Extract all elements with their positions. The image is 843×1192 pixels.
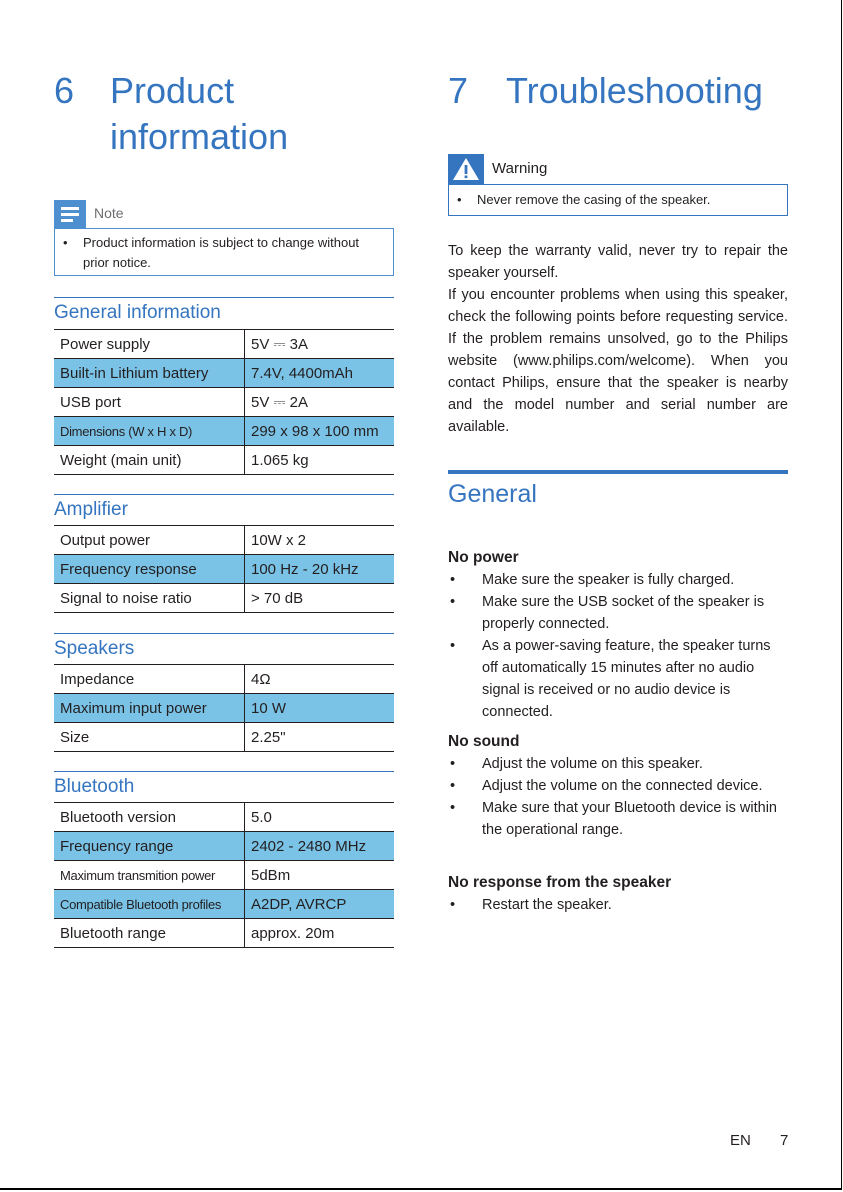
general-info-table <box>54 329 394 475</box>
list-item: • Adjust the volume on this speaker. <box>448 753 788 775</box>
note-label: Note <box>94 205 124 221</box>
note-icon <box>54 200 86 228</box>
chapter-number: 6 <box>54 70 75 111</box>
intro-paragraph: If you encounter problems when using this speaker, check the following points before requesting service. If the problem remains unsolved, go to the Philips website (www.philips.com/welcome). When you contact Philips, ensure that the speaker is nearby and the model number and serial number are available. <box>448 287 788 435</box>
warning-text: • Never remove the casing of the speaker. <box>457 192 781 207</box>
list-item: • Restart the speaker. <box>448 894 788 916</box>
table-row <box>54 919 394 948</box>
spec-value: 2.25" <box>245 723 395 752</box>
table-row <box>54 861 394 890</box>
spec-label: Bluetooth range <box>54 919 245 948</box>
note-box <box>54 228 394 276</box>
spec-label: Bluetooth version <box>54 803 245 832</box>
table-row <box>54 723 394 752</box>
table-row <box>54 330 394 359</box>
page-number: 7 <box>780 1132 789 1149</box>
intro-paragraph: To keep the warranty valid, never try to repair the speaker yourself. <box>448 243 788 281</box>
spec-value: 7.4V, 4400mAh <box>245 359 395 388</box>
note-header <box>54 200 394 228</box>
spec-value: 1.065 kg <box>245 446 395 475</box>
table-row <box>54 584 394 613</box>
table-row <box>54 694 394 723</box>
spec-value: 5V ⎓ 2A <box>245 388 395 417</box>
spec-value: 4Ω <box>245 665 395 694</box>
spec-value: approx. 20m <box>245 919 395 948</box>
spec-label: Size <box>54 723 245 752</box>
troubleshooting-intro <box>448 240 788 438</box>
warning-icon <box>448 154 484 184</box>
spec-label: Output power <box>54 526 245 555</box>
list-item: • Make sure the USB socket of the speaker is properly connected. <box>448 591 788 635</box>
footer-language: EN <box>730 1132 751 1149</box>
chapter-number: 7 <box>448 70 469 111</box>
amplifier-table <box>54 525 394 613</box>
section-rule <box>448 470 788 474</box>
table-row <box>54 417 394 446</box>
spec-value: 100 Hz - 20 kHz <box>245 555 395 584</box>
spec-value: 5.0 <box>245 803 395 832</box>
spec-label: Compatible Bluetooth profiles <box>54 890 245 919</box>
note-text: • Product information is subject to change without prior notice. <box>63 233 387 273</box>
spec-value: > 70 dB <box>245 584 395 613</box>
chapter-7-heading <box>448 68 788 114</box>
warning-box <box>448 184 788 216</box>
spec-label: USB port <box>54 388 245 417</box>
spec-label: Weight (main unit) <box>54 446 245 475</box>
spec-value: 5dBm <box>245 861 395 890</box>
table-row <box>54 526 394 555</box>
chapter-title-line1: Product <box>110 70 235 111</box>
no-response-section <box>448 872 788 916</box>
section-title-general: General information <box>54 297 394 324</box>
list-item: • Make sure that your Bluetooth device is within the operational range. <box>448 797 788 841</box>
section-title-general: General <box>448 480 537 508</box>
spec-label: Maximum transmition power <box>54 861 245 890</box>
table-row <box>54 359 394 388</box>
no-power-section <box>448 547 788 723</box>
spec-label: Built-in Lithium battery <box>54 359 245 388</box>
section-title-amplifier: Amplifier <box>54 494 394 521</box>
spec-label: Frequency range <box>54 832 245 861</box>
bluetooth-table <box>54 802 394 948</box>
no-sound-section <box>448 731 788 841</box>
list-item: • As a power-saving feature, the speaker turns off automatically 15 minutes after no audio signal is received or no audio device is connected. <box>448 635 788 723</box>
spec-label: Power supply <box>54 330 245 359</box>
table-row <box>54 890 394 919</box>
issue-title: No sound <box>448 733 520 750</box>
table-row <box>54 803 394 832</box>
speakers-table <box>54 664 394 752</box>
spec-value: 2402 - 2480 MHz <box>245 832 395 861</box>
spec-value: A2DP, AVRCP <box>245 890 395 919</box>
list-item: • Make sure the speaker is fully charged. <box>448 569 788 591</box>
spec-value: 299 x 98 x 100 mm <box>245 417 395 446</box>
list-item: • Adjust the volume on the connected device. <box>448 775 788 797</box>
spec-value: 5V ⎓ 3A <box>245 330 395 359</box>
spec-label: Dimensions (W x H x D) <box>54 417 245 446</box>
section-title-speakers: Speakers <box>54 633 394 660</box>
spec-label: Frequency response <box>54 555 245 584</box>
spec-label: Impedance <box>54 665 245 694</box>
spec-label: Maximum input power <box>54 694 245 723</box>
issue-title: No power <box>448 549 519 566</box>
section-title-bluetooth: Bluetooth <box>54 771 394 798</box>
chapter-6-heading <box>54 68 384 160</box>
spec-value: 10 W <box>245 694 395 723</box>
spec-value: 10W x 2 <box>245 526 395 555</box>
spec-label: Signal to noise ratio <box>54 584 245 613</box>
warning-label: Warning <box>492 160 548 177</box>
table-row <box>54 832 394 861</box>
table-row <box>54 446 394 475</box>
chapter-title-line2: information <box>110 116 289 157</box>
table-row <box>54 665 394 694</box>
issue-title: No response from the speaker <box>448 874 672 891</box>
table-row <box>54 388 394 417</box>
table-row <box>54 555 394 584</box>
chapter-title: Troubleshooting <box>506 70 763 111</box>
warning-header <box>448 154 788 184</box>
